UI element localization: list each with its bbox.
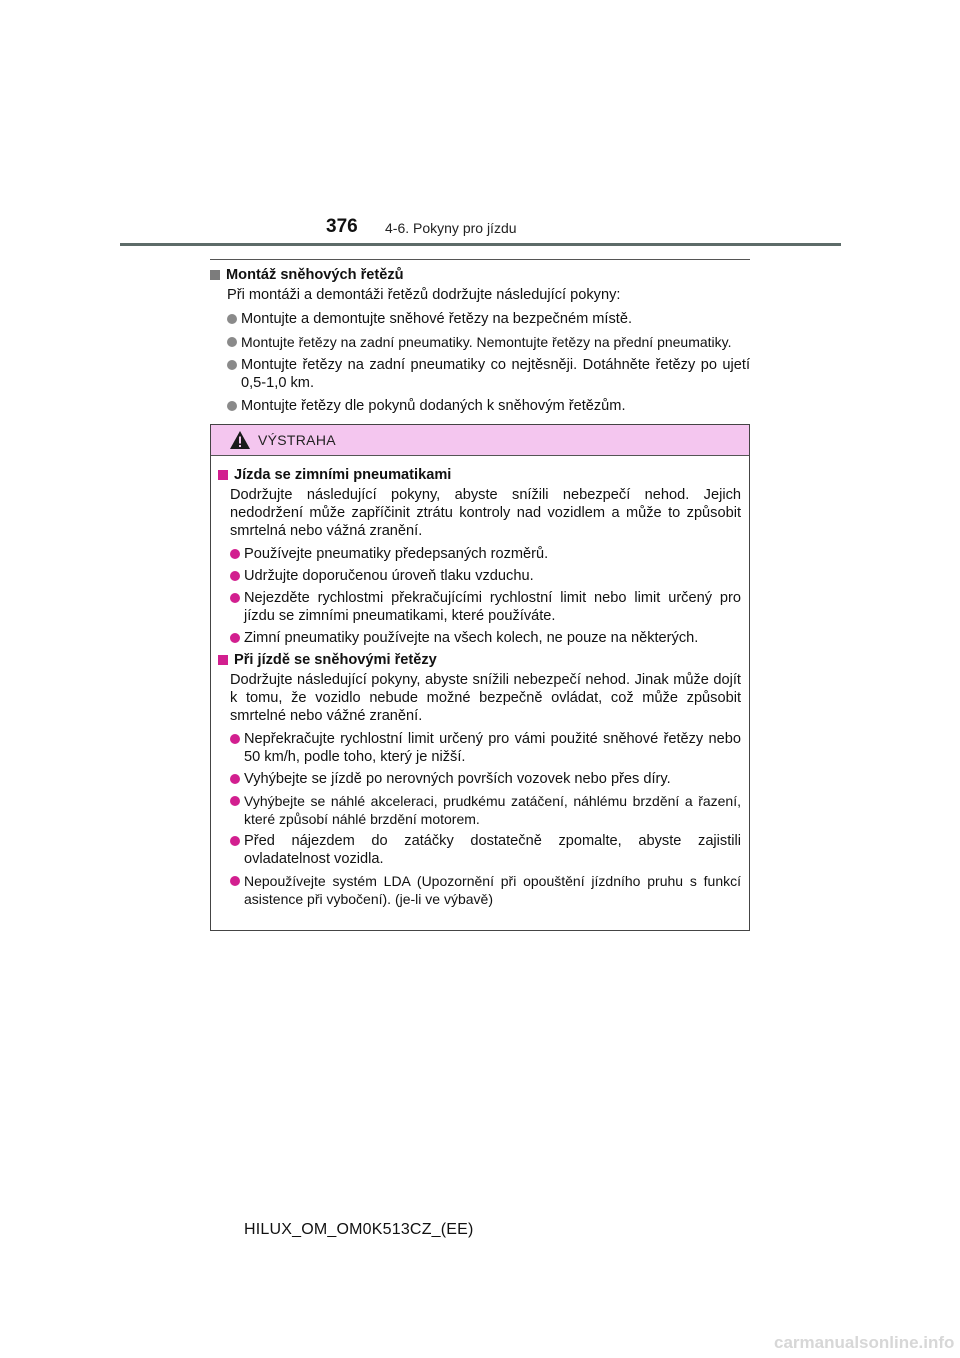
main-content [210,266,750,420]
warning-section-winter-tires [218,466,741,647]
warning-section-intro: Dodržujte následující pokyny, abyste snížili nebezpečí nehod. Jejich nedodržení může zapříčinit ztrátu kontroly nad vozidlem a může to způsobit smrtelná nebo vážná zranění. [230,487,741,539]
square-bullet-icon [210,270,220,280]
round-bullet-icon [230,633,240,643]
round-bullet-icon [230,571,240,581]
section-intro: Při montáži a demontáži řetězů dodržujte následující pokyny: [227,287,621,303]
warning-title: VÝSTRAHA [258,432,336,448]
list-item: Před nájezdem do zatáčky dostatečně zpomalte, abyste zajistili ovladatelnost vozidla. [230,832,741,868]
instruction-list [210,310,750,415]
header-divider [120,243,841,246]
warning-section-heading: Při jízdě se sněhovými řetězy [218,651,741,669]
list-item: Udržujte doporučenou úroveň tlaku vzduchu. [230,567,741,585]
section-heading-text: Montáž sněhových řetězů [226,267,404,283]
list-item: Nepoužívejte systém LDA (Upozornění při opouštění jízdního pruhu s funkcí asistence při vybočení). (je-li ve výbavě) [230,872,741,908]
round-bullet-icon [230,836,240,846]
watermark: carmanualsonline.info [774,1333,955,1352]
warning-section-intro: Dodržujte následující pokyny, abyste snížili nebezpečí nehod. Jinak může dojít k tomu, že vozidlo nebude možné bezpečně ovládat, což může způsobit smrtelné nebo vážné zranění. [230,672,741,724]
list-item: Nejezděte rychlostmi překračujícími rychlostní limit nebo limit určený pro jízdu se zimními pneumatikami, které používáte. [230,589,741,625]
square-bullet-icon [218,470,228,480]
warning-section-heading: Jízda se zimními pneumatikami [218,466,741,484]
page-number: 376 [326,216,358,237]
round-bullet-icon [227,337,237,347]
round-bullet-icon [230,796,240,806]
document-code: HILUX_OM_OM0K513CZ_(EE) [244,1221,474,1238]
list-item: Montujte řetězy dle pokynů dodaných k sněhovým řetězům. [227,397,750,415]
round-bullet-icon [230,734,240,744]
warning-triangle-icon [229,430,251,450]
warning-list [218,545,741,647]
list-item: Vyhýbejte se jízdě po nerovných površích vozovek nebo přes díry. [230,770,741,788]
round-bullet-icon [230,876,240,886]
round-bullet-icon [230,549,240,559]
page-header [0,0,960,250]
warning-list [218,730,741,908]
content-divider [210,259,750,260]
round-bullet-icon [230,774,240,784]
square-bullet-icon [218,655,228,665]
list-item: Nepřekračujte rychlostní limit určený pro vámi použité sněhové řetězy nebo 50 km/h, podle toho, který je nižší. [230,730,741,766]
warning-body [211,456,749,908]
round-bullet-icon [227,360,237,370]
warning-section-snow-chains [218,651,741,908]
list-item: Používejte pneumatiky předepsaných rozměrů. [230,545,741,563]
section-heading [210,266,750,284]
warning-header [211,425,749,456]
round-bullet-icon [227,401,237,411]
round-bullet-icon [230,593,240,603]
list-item: Montujte řetězy na zadní pneumatiky co nejtěsněji. Dotáhněte řetězy po ujetí 0,5-1,0 km. [227,356,750,392]
round-bullet-icon [227,314,237,324]
section-title: 4-6. Pokyny pro jízdu [385,220,517,236]
list-item: Montujte a demontujte sněhové řetězy na bezpečném místě. [227,310,750,328]
list-item: Zimní pneumatiky používejte na všech kolech, ne pouze na některých. [230,629,741,647]
list-item: Vyhýbejte se náhlé akceleraci, prudkému zatáčení, náhlému brzdění a řazení, které způsobí náhlé brzdění motorem. [230,792,741,828]
warning-box [210,424,750,931]
list-item: Montujte řetězy na zadní pneumatiky. Nemontujte řetězy na přední pneumatiky. [227,333,750,351]
